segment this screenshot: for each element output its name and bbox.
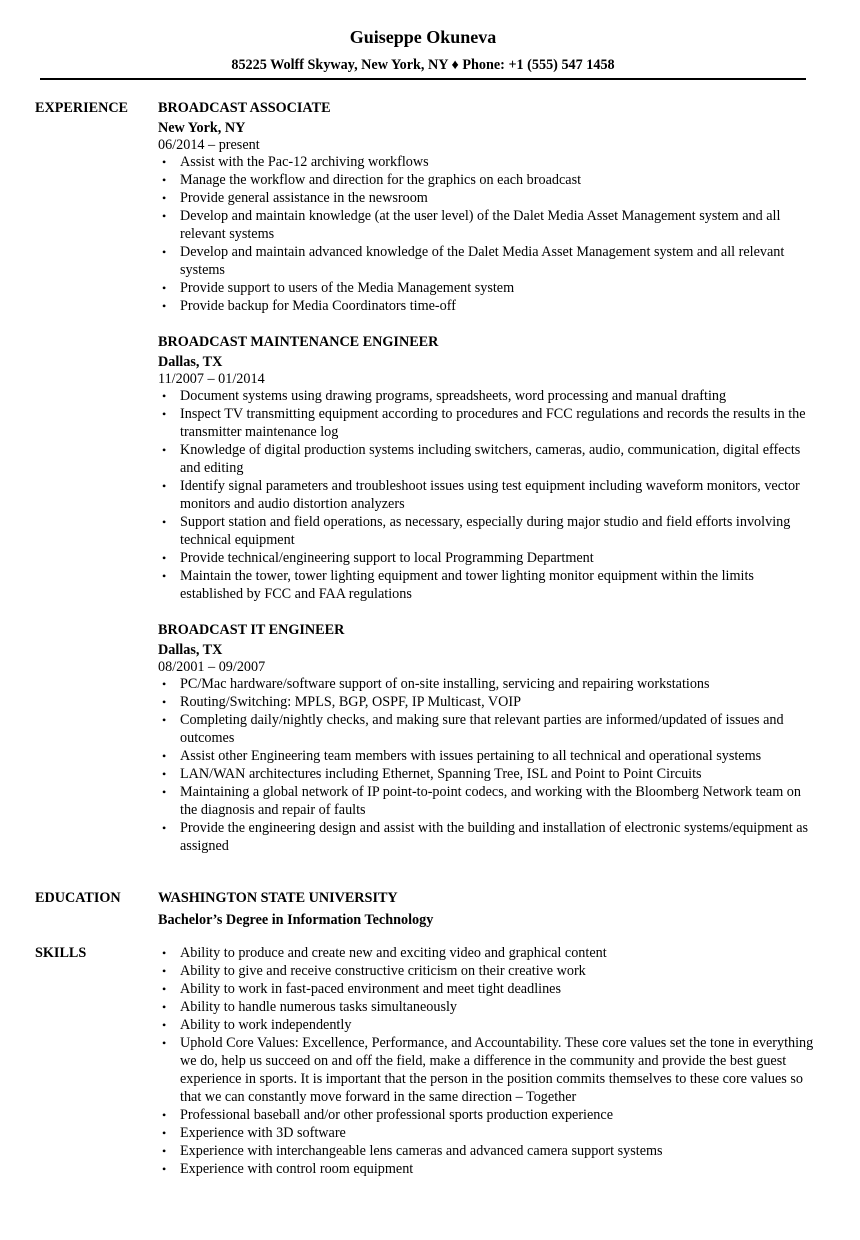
bullet-dot-icon: •	[162, 551, 167, 565]
job-bullets	[158, 387, 818, 603]
list-item-text: Experience with 3D software	[180, 1125, 346, 1141]
job-title: BROADCAST IT ENGINEER	[158, 622, 345, 638]
separator-diamond: ♦	[451, 57, 459, 73]
bullet-dot-icon: •	[162, 695, 167, 709]
job-entry	[158, 99, 818, 315]
job-entry	[158, 621, 818, 855]
bullet-dot-icon: •	[162, 1018, 167, 1032]
bullet-dot-icon: •	[162, 389, 167, 403]
bullet-dot-icon: •	[162, 443, 167, 457]
bullet-dot-icon: •	[162, 1162, 167, 1176]
list-item-text: Professional baseball and/or other professional sports production experience	[180, 1107, 613, 1123]
list-item	[158, 405, 818, 441]
list-item-text: Provide general assistance in the newsroom	[180, 190, 428, 206]
job-bullets	[158, 153, 818, 315]
list-item-text: Document systems using drawing programs, spreadsheets, word processing and manual drafting	[180, 388, 727, 404]
list-item-text: Ability to work independently	[180, 1017, 352, 1033]
bullet-dot-icon: •	[162, 191, 167, 205]
phone: Phone: +1 (555) 547 1458	[462, 57, 615, 73]
bullet-dot-icon: •	[162, 946, 167, 960]
list-item-text: Provide technical/engineering support to local Programming Department	[180, 550, 594, 566]
list-item	[158, 297, 818, 315]
bullet-dot-icon: •	[162, 821, 167, 835]
list-item	[158, 711, 818, 747]
list-item-text: Ability to work in fast-paced environment and meet tight deadlines	[180, 981, 561, 997]
list-item	[158, 207, 818, 243]
list-item-text: Provide backup for Media Coordinators time-off	[180, 298, 456, 314]
list-item	[158, 189, 818, 207]
school-name: WASHINGTON STATE UNIVERSITY	[158, 890, 398, 906]
list-item	[158, 1016, 818, 1034]
header-divider	[40, 78, 806, 80]
list-item	[158, 980, 818, 998]
list-item	[158, 153, 818, 171]
bullet-dot-icon: •	[162, 479, 167, 493]
bullet-dot-icon: •	[162, 749, 167, 763]
bullet-dot-icon: •	[162, 964, 167, 978]
list-item	[158, 513, 818, 549]
list-item-text: Experience with interchangeable lens cameras and advanced camera support systems	[180, 1143, 663, 1159]
list-item	[158, 1160, 818, 1178]
bullet-dot-icon: •	[162, 281, 167, 295]
list-item-text: Ability to produce and create new and exciting video and graphical content	[180, 945, 607, 961]
job-dates: 08/2001 – 09/2007	[158, 659, 266, 675]
job-title: BROADCAST MAINTENANCE ENGINEER	[158, 334, 439, 350]
bullet-dot-icon: •	[162, 209, 167, 223]
list-item-text: Manage the workflow and direction for the graphics on each broadcast	[180, 172, 582, 188]
list-item-text: Ability to give and receive constructive criticism on their creative work	[180, 963, 586, 979]
skills-body	[158, 944, 818, 1178]
bullet-dot-icon: •	[162, 1000, 167, 1014]
job-title: BROADCAST ASSOCIATE	[158, 100, 331, 116]
list-item	[158, 1124, 818, 1142]
job-dates: 11/2007 – 01/2014	[158, 371, 265, 387]
list-item	[158, 944, 818, 962]
degree: Bachelor’s Degree in Information Technology	[158, 912, 434, 928]
contact-line	[40, 56, 806, 74]
bullet-dot-icon: •	[162, 1126, 167, 1140]
list-item	[158, 819, 818, 855]
list-item-text: Provide the engineering design and assist with the building and installation of electronic systems/equipment as assigned	[180, 820, 809, 854]
bullet-dot-icon: •	[162, 245, 167, 259]
list-item-text: Assist other Engineering team members with issues pertaining to all technical and operational systems	[180, 748, 762, 764]
bullet-dot-icon: •	[162, 1108, 167, 1122]
list-item	[158, 747, 818, 765]
list-item-text: Support station and field operations, as necessary, especially during major studio and field efforts involving technical equipment	[180, 514, 791, 548]
education-body	[158, 889, 818, 929]
bullet-dot-icon: •	[162, 569, 167, 583]
list-item-text: Identify signal parameters and troubleshoot issues using test equipment including waveform monitors, vector monitors and audio distortion analyzers	[180, 478, 800, 512]
list-item	[158, 477, 818, 513]
job-location: Dallas, TX	[158, 642, 223, 658]
list-item-text: Completing daily/nightly checks, and making sure that relevant parties are informed/updated of issues and outcomes	[180, 712, 784, 746]
resume-header	[40, 26, 806, 74]
list-item	[158, 1106, 818, 1124]
job-dates: 06/2014 – present	[158, 137, 260, 153]
bullet-dot-icon: •	[162, 713, 167, 727]
bullet-dot-icon: •	[162, 155, 167, 169]
list-item-text: Develop and maintain advanced knowledge of the Dalet Media Asset Management system and all relevant systems	[180, 244, 785, 278]
list-item-text: Provide support to users of the Media Management system	[180, 280, 515, 296]
job-location: New York, NY	[158, 120, 246, 136]
list-item-text: Uphold Core Values: Excellence, Performance, and Accountability. These core values set the tone in everything we do, help us succeed on and off the field, make a difference in the community and provide the best guest experience in sports. It is important that the person in the position commits themselves to these core values so that we can constantly move forward in the same direction – Together	[180, 1035, 814, 1105]
list-item-text: Assist with the Pac-12 archiving workflows	[180, 154, 429, 170]
experience-body	[158, 99, 818, 873]
list-item	[158, 279, 818, 297]
bullet-dot-icon: •	[162, 677, 167, 691]
address: 85225 Wolff Skyway, New York, NY	[231, 57, 448, 73]
list-item	[158, 693, 818, 711]
candidate-name: Guiseppe Okuneva	[349, 27, 497, 47]
list-item-text: PC/Mac hardware/software support of on-site installing, servicing and repairing workstations	[180, 676, 710, 692]
list-item-text: Maintain the tower, tower lighting equipment and tower lighting monitor equipment within the limits established by FCC and FAA regulations	[180, 568, 754, 602]
list-item	[158, 549, 818, 567]
list-item	[158, 998, 818, 1016]
list-item	[158, 675, 818, 693]
list-item	[158, 441, 818, 477]
list-item	[158, 1034, 818, 1106]
list-item-text: Knowledge of digital production systems including switchers, cameras, audio, communication, digital effects and editing	[180, 442, 801, 476]
bullet-dot-icon: •	[162, 173, 167, 187]
bullet-dot-icon: •	[162, 785, 167, 799]
list-item	[158, 1142, 818, 1160]
list-item	[158, 387, 818, 405]
list-item-text: Ability to handle numerous tasks simultaneously	[180, 999, 458, 1015]
bullet-dot-icon: •	[162, 1144, 167, 1158]
list-item	[158, 171, 818, 189]
list-item	[158, 243, 818, 279]
skills-list	[158, 944, 818, 1178]
list-item-text: Routing/Switching: MPLS, BGP, OSPF, IP Multicast, VOIP	[180, 694, 522, 710]
section-label-education: EDUCATION	[35, 890, 121, 906]
list-item-text: Maintaining a global network of IP point-to-point codecs, and working with the Bloomberg Network team on the diagnosis and repair of faults	[180, 784, 801, 818]
list-item	[158, 962, 818, 980]
bullet-dot-icon: •	[162, 299, 167, 313]
bullet-dot-icon: •	[162, 407, 167, 421]
bullet-dot-icon: •	[162, 1036, 167, 1050]
bullet-dot-icon: •	[162, 982, 167, 996]
list-item	[158, 567, 818, 603]
job-entry	[158, 333, 818, 603]
list-item	[158, 765, 818, 783]
list-item-text: LAN/WAN architectures including Ethernet, Spanning Tree, ISL and Point to Point Circuits	[180, 766, 702, 782]
list-item-text: Inspect TV transmitting equipment according to procedures and FCC regulations and records the results in the transmitter maintenance log	[180, 406, 806, 440]
bullet-dot-icon: •	[162, 515, 167, 529]
list-item	[158, 783, 818, 819]
section-label-experience: EXPERIENCE	[35, 100, 129, 116]
list-item-text: Develop and maintain knowledge (at the user level) of the Dalet Media Asset Management system and all relevant systems	[180, 208, 781, 242]
job-bullets	[158, 675, 818, 855]
section-label-skills: SKILLS	[35, 945, 87, 961]
job-location: Dallas, TX	[158, 354, 223, 370]
list-item-text: Experience with control room equipment	[180, 1161, 414, 1177]
bullet-dot-icon: •	[162, 767, 167, 781]
